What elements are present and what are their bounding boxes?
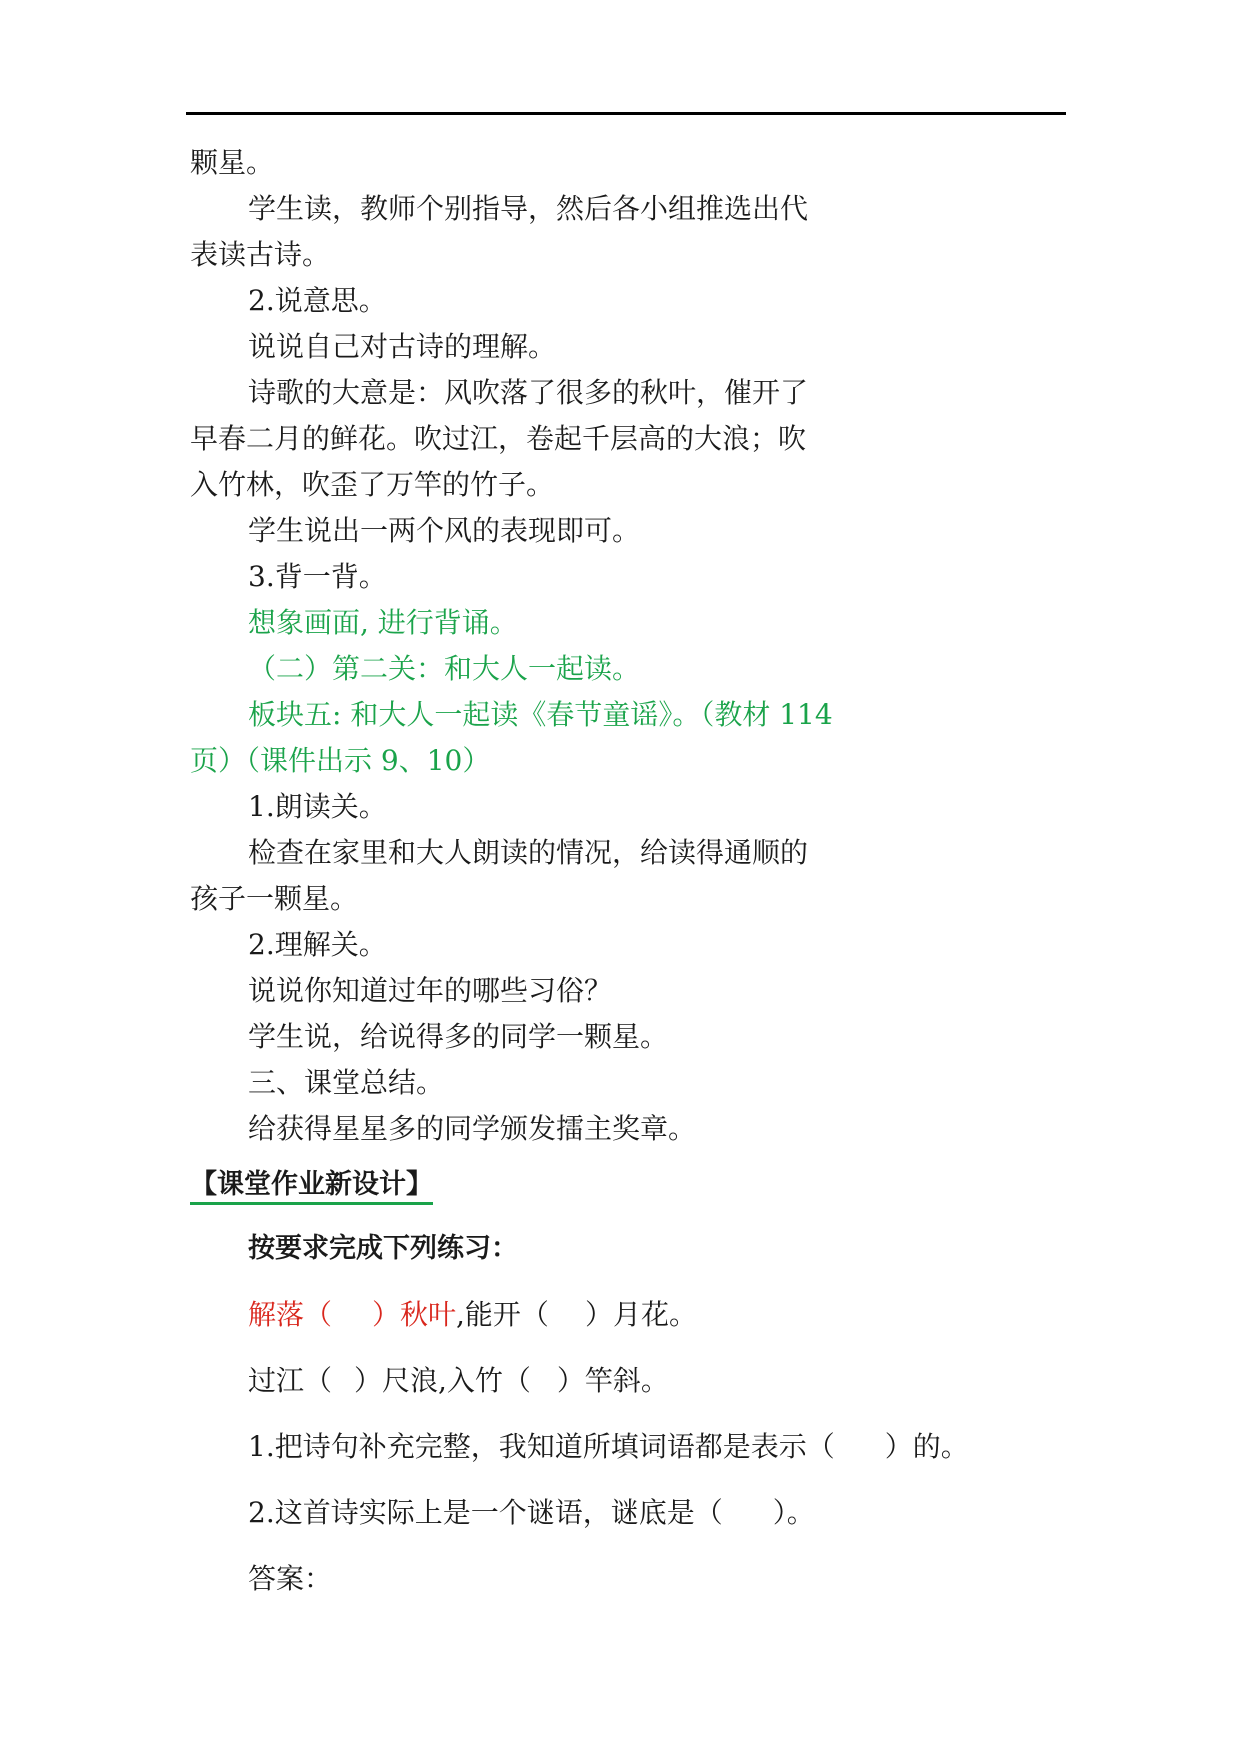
exercise-line-2: [190, 1356, 1070, 1406]
text-line: 2.理解关。: [248, 928, 387, 961]
text-line: 孩子一颗星。: [190, 882, 359, 915]
text-line-green: 板块五: 和大人一起读《春节童谣》。（教材 114: [248, 698, 833, 731]
text-line: 诗歌的大意是：风吹落了很多的秋叶，催开了: [248, 376, 809, 409]
text-line-green: 页）（课件出示 9、10）: [190, 744, 491, 777]
homework-instruction: 按要求完成下列练习：: [248, 1233, 518, 1264]
text-line: 表读古诗。: [190, 238, 331, 271]
exercise-part: ）尺浪,入竹（: [354, 1364, 531, 1397]
question-end: ）。: [772, 1496, 815, 1529]
text-line: 2.说意思。: [248, 284, 387, 317]
text-line: 早春二月的鲜花。吹过江，卷起千层高的大浪；吹: [190, 422, 807, 455]
text-line: 说说你知道过年的哪些习俗？: [248, 974, 613, 1007]
text-line: 三、课堂总结。: [248, 1066, 445, 1099]
exercise-red-part-a: 解落（: [248, 1298, 333, 1331]
question-2: [190, 1488, 1070, 1538]
text-line: 检查在家里和大人朗读的情况，给读得通顺的: [248, 836, 809, 869]
question-text: 2.这首诗实际上是一个谜语，谜底是（: [248, 1496, 723, 1529]
exercise-part: ）月花。: [584, 1298, 697, 1331]
section-title-green: （二）第二关：和大人一起读。: [248, 652, 641, 685]
text-line: 学生读，教师个别指导，然后各小组推选出代: [248, 192, 809, 225]
text-line: 学生说，给说得多的同学一颗星。: [248, 1020, 669, 1053]
document-body: [190, 140, 1070, 1604]
text-line: 说说自己对古诗的理解。: [248, 330, 557, 363]
question-end: ）的。: [884, 1430, 969, 1463]
text-line: 3.背一背。: [248, 560, 387, 593]
homework-heading: [190, 1162, 1070, 1208]
question-text: 1.把诗句补充完整，我知道所填词语都是表示（: [248, 1430, 835, 1463]
homework-heading-text: 【课堂作业新设计】: [190, 1169, 433, 1205]
answer-label: 答案：: [248, 1562, 333, 1595]
exercise-part: ）竿斜。: [556, 1364, 669, 1397]
exercise-part: 过江（: [248, 1364, 333, 1397]
text-line: 学生说出一两个风的表现即可。: [248, 514, 641, 547]
text-line-green: 想象画面, 进行背诵。: [248, 606, 518, 639]
text-line: 给获得星星多的同学颁发擂主奖章。: [248, 1112, 697, 1145]
text-line: 1.朗读关。: [248, 790, 387, 823]
question-1: [190, 1422, 1070, 1472]
exercise-line-1: [190, 1290, 1070, 1340]
exercise-red-part-b: ）秋叶: [372, 1298, 457, 1331]
text-line: 颗星。: [190, 146, 275, 179]
header-rule: [186, 112, 1066, 115]
text-line: 入竹林，吹歪了万竿的竹子。: [190, 468, 555, 501]
exercise-part: ,能开（: [456, 1298, 549, 1331]
